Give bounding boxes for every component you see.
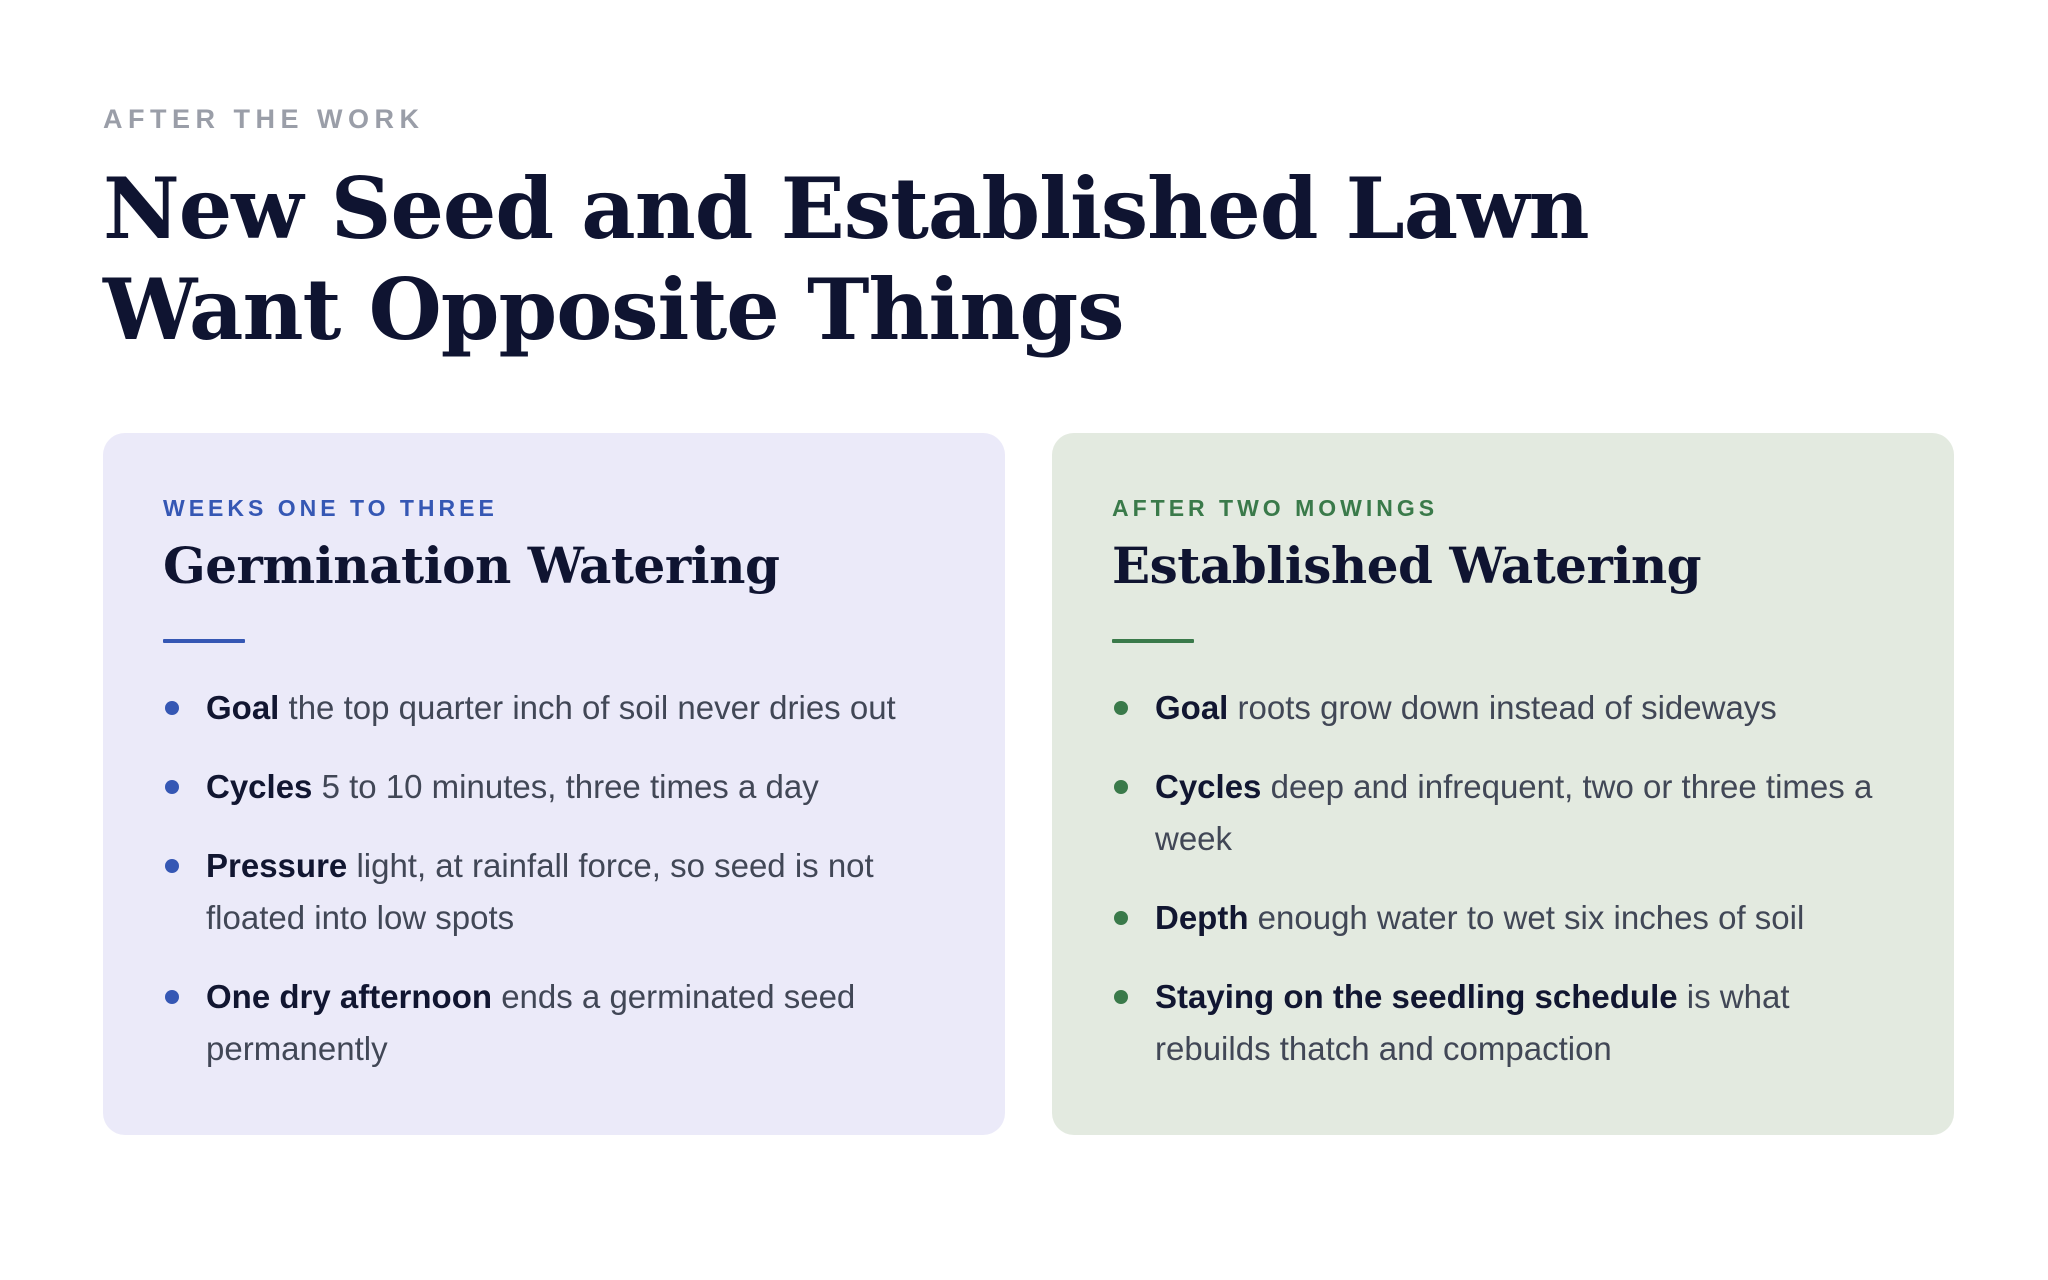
list-item xyxy=(1112,892,1894,944)
item-term: Pressure xyxy=(206,847,348,884)
list-item xyxy=(1112,971,1894,1075)
item-term: Staying on the seedling schedule xyxy=(1155,978,1678,1015)
list-item xyxy=(1112,761,1894,865)
item-term: Cycles xyxy=(206,768,313,805)
list-item xyxy=(163,682,945,734)
germination-watering-card xyxy=(103,433,1005,1135)
bullet-dot-icon xyxy=(165,990,179,1004)
bullet-dot-icon xyxy=(165,780,179,794)
item-term: Depth xyxy=(1155,899,1249,936)
item-text: light, at rainfall force, so seed is not floated into low spots xyxy=(206,847,874,936)
list-item xyxy=(163,761,945,813)
item-text: the top quarter inch of soil never dries out xyxy=(288,689,896,726)
bullet-dot-icon xyxy=(1114,990,1128,1004)
item-text: enough water to wet six inches of soil xyxy=(1257,899,1805,936)
bullet-dot-icon xyxy=(1114,911,1128,925)
item-text: ends a germinated seed permanently xyxy=(206,978,856,1067)
accent-rule xyxy=(1112,639,1194,643)
card-title: Established Watering xyxy=(1112,536,1702,595)
accent-rule xyxy=(163,639,245,643)
list-item xyxy=(163,971,945,1075)
item-term: Goal xyxy=(1155,689,1229,726)
card-kicker: AFTER TWO MOWINGS xyxy=(1112,495,1439,521)
page-title-line-2: Want Opposite Things xyxy=(103,260,1124,359)
item-text: is what rebuilds thatch and compaction xyxy=(1155,978,1790,1067)
card-kicker: WEEKS ONE TO THREE xyxy=(163,495,498,521)
bullet-dot-icon xyxy=(1114,780,1128,794)
item-term: Goal xyxy=(206,689,280,726)
page-title-line-1: New Seed and Established Lawn xyxy=(103,159,1589,258)
bullet-dot-icon xyxy=(165,859,179,873)
established-watering-card xyxy=(1052,433,1954,1135)
item-term: One dry afternoon xyxy=(206,978,493,1015)
item-text: 5 to 10 minutes, three times a day xyxy=(321,768,819,805)
page-title xyxy=(103,158,1803,360)
item-text: roots grow down instead of sideways xyxy=(1237,689,1777,726)
bullet-list xyxy=(163,682,945,1075)
bullet-dot-icon xyxy=(165,701,179,715)
section-kicker: AFTER THE WORK xyxy=(103,104,425,134)
bullet-list xyxy=(1112,682,1894,1075)
list-item xyxy=(1112,682,1894,734)
list-item xyxy=(163,840,945,944)
bullet-dot-icon xyxy=(1114,701,1128,715)
item-text: deep and infrequent, two or three times a week xyxy=(1155,768,1873,857)
card-title: Germination Watering xyxy=(163,536,780,595)
item-term: Cycles xyxy=(1155,768,1262,805)
